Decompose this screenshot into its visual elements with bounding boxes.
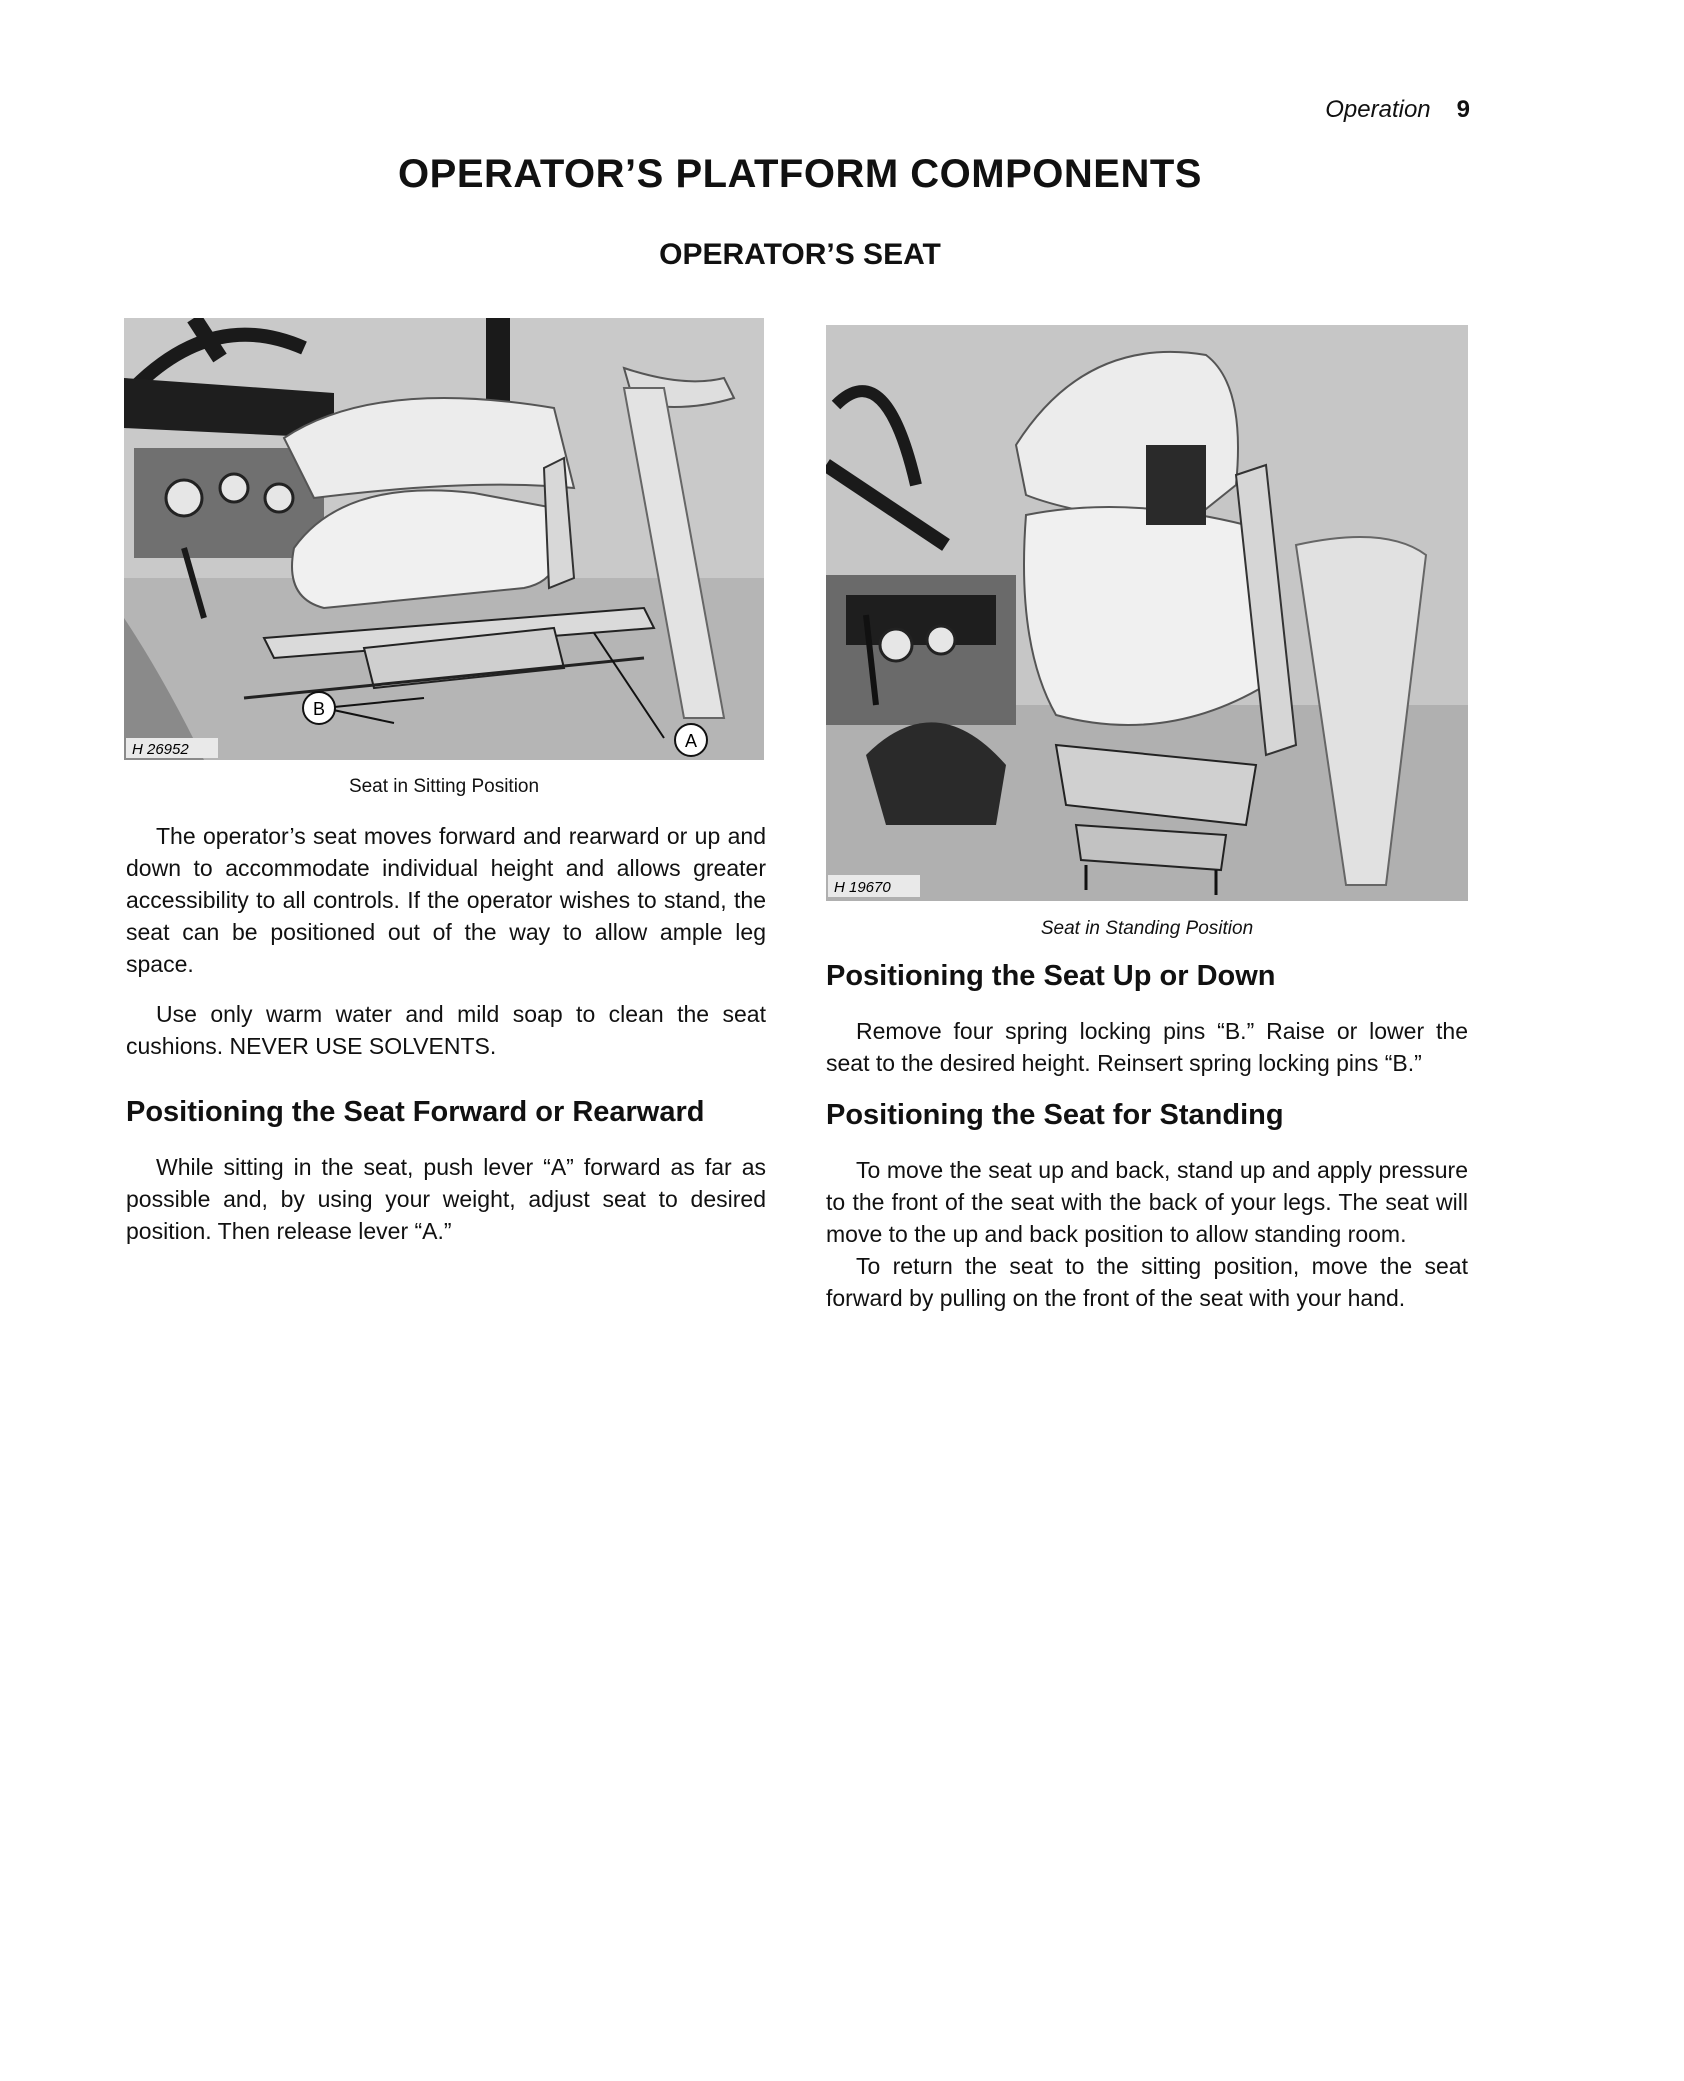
up-down-paragraph: Remove four spring locking pins “B.” Raise or lower the seat to the desired height. Reinsert spring locking pins “B.” <box>826 1018 1468 1076</box>
forward-rearward-paragraph: While sitting in the seat, push lever “A” forward as far as possible and, by using your weight, adjust seat to desired position. Then release lever “A.” <box>126 1154 766 1244</box>
standing-paragraph: To move the seat up and back, stand up and apply pressure to the front of the seat with the back of your legs. The seat will move to the up and back position to allow standing room. <box>826 1157 1468 1247</box>
photo-code-right: H 19670 <box>834 879 891 896</box>
photo-code-left: H 26952 <box>132 741 189 758</box>
intro-paragraph: The operator’s seat moves forward and rearward or up and down to accommodate individual height and allows greater accessibility to all controls. If the operator wishes to stand, the seat can be positioned out of the way to allow ample leg space. <box>126 823 766 977</box>
standing-photo-caption: Seat in Standing Position <box>1040 918 1254 939</box>
sitting-photo-caption: Seat in Sitting Position <box>348 776 540 797</box>
return-sitting-paragraph: To return the seat to the sitting position, move the seat forward by pulling on the front of the seat with your hand. <box>826 1253 1468 1311</box>
up-down-heading: Positioning the Seat Up or Down <box>826 960 1276 992</box>
standing-position-photo <box>826 325 1468 901</box>
callout-b-label: B <box>312 699 326 719</box>
sitting-position-photo <box>124 318 764 760</box>
right-column <box>826 960 1468 1314</box>
standing-seat-illustration <box>826 325 1468 901</box>
page-title: OPERATOR’S PLATFORM COMPONENTS <box>398 152 1202 196</box>
page-number: 9 <box>1456 96 1470 123</box>
forward-rearward-heading: Positioning the Seat Forward or Rearward <box>126 1096 705 1128</box>
standing-heading: Positioning the Seat for Standing <box>826 1099 1284 1131</box>
running-header <box>1325 96 1470 124</box>
callout-a-label: A <box>684 731 698 751</box>
section-subtitle: OPERATOR’S SEAT <box>659 238 941 271</box>
left-column <box>126 820 766 1247</box>
cleaning-paragraph: Use only warm water and mild soap to clean the seat cushions. NEVER USE SOLVENTS. <box>126 1001 766 1059</box>
sitting-seat-illustration <box>124 318 764 760</box>
section-name: Operation <box>1325 96 1431 123</box>
